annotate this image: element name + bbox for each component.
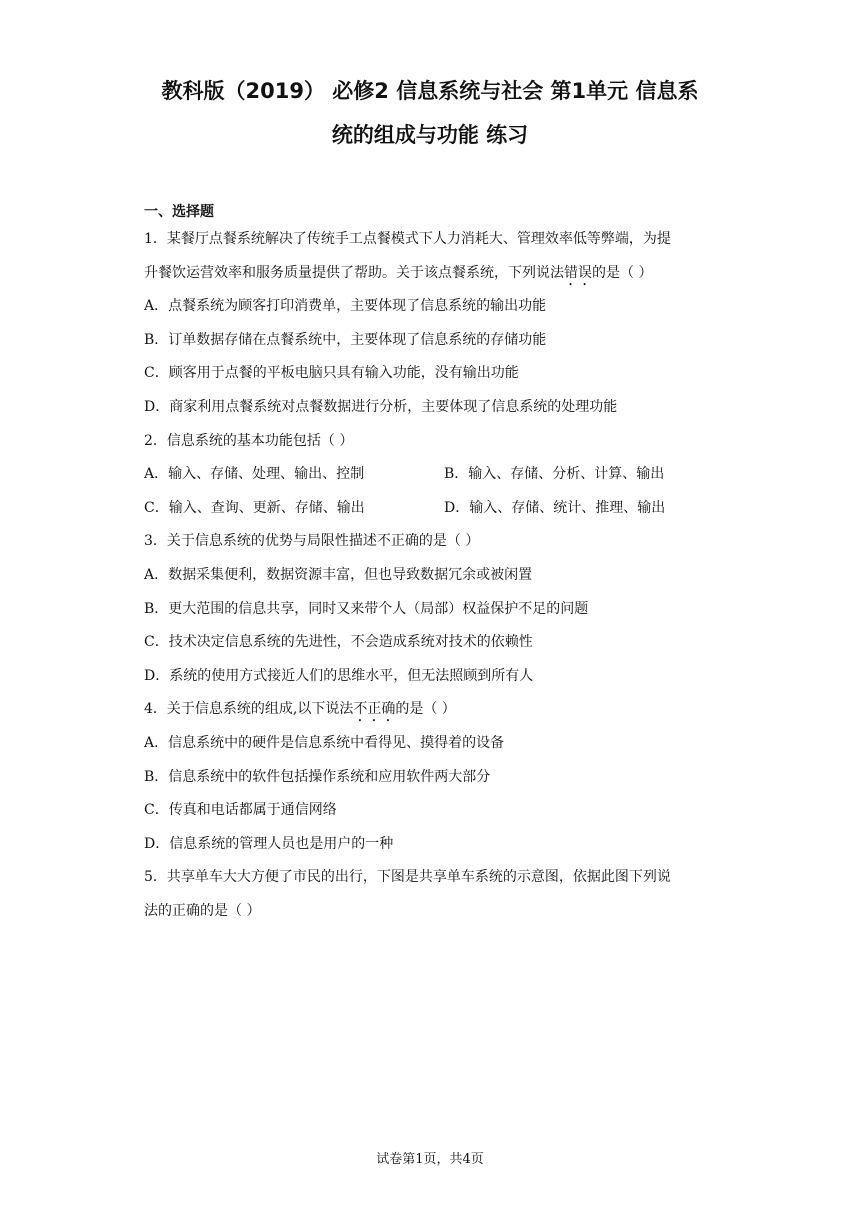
question-4-answer-blank: 的是（ ） [395,701,456,718]
question-1-option-d: D．商家利用点餐系统对点餐数据进行分析，主要体现了信息系统的处理功能 [144,398,618,415]
question-2-options-row-2 [144,492,724,526]
document-title-line-2: 统的组成与功能 练习 [331,123,529,147]
emphasis-mark: 不正确 [353,701,396,718]
question-1-answer-blank: 的是（ ） [592,264,653,281]
question-1-option-c: C．顾客用于点餐的平板电脑只具有输入功能，没有输出功能 [144,365,519,382]
page-footer: 试卷第1页，共4页 [376,1152,484,1167]
question-3-option-d: D．系统的使用方式接近人们的思维水平，但无法照顾到所有人 [144,667,534,684]
question-3-option-b: B．更大范围的信息共享，同时又来带个人（局部）权益保护不足的问题 [144,600,589,617]
question-1-stem-text: 升餐饮运营效率和服务质量提供了帮助。关于该点餐系统，下列说法 [144,264,564,281]
question-3-option-c: C．技术决定信息系统的先进性，不会造成系统对技术的依赖性 [144,634,533,651]
question-1-option-a: A．点餐系统为顾客打印消费单，主要体现了信息系统的输出功能 [144,298,547,315]
question-4-option-a: A．信息系统中的硬件是信息系统中看得见、摸得着的设备 [144,734,505,751]
question-2-option-c: C．输入、查询、更新、存储、输出 [144,499,365,516]
question-1-option-b: B．订单数据存储在点餐系统中，主要体现了信息系统的存储功能 [144,331,547,348]
emphasis-mark: 错误 [564,264,592,281]
question-5 [144,861,724,928]
question-2-option-b: B．输入、存储、分析、计算、输出 [444,466,665,483]
question-3 [144,525,724,693]
question-2-options-row-1 [144,458,724,492]
question-4 [144,693,724,861]
question-4-option-d: D．信息系统的管理人员也是用户的一种 [144,835,394,852]
question-4-option-c: C．传真和电话都属于通信网络 [144,802,337,819]
question-3-stem: 3．关于信息系统的优势与局限性描述不正确的是（ ） [144,533,480,550]
question-4-stem-text: 4．关于信息系统的组成,以下说法 [144,701,354,718]
question-4-option-b: B．信息系统中的软件包括操作系统和应用软件两大部分 [144,768,491,785]
question-1 [144,223,724,425]
question-5-stem-line-2: 法的正确的是（ ） [144,902,261,919]
question-1-stem-line-2 [144,257,724,291]
section-heading: 一、选择题 [144,204,214,220]
question-3-option-a: A．数据采集便利，数据资源丰富，但也导致数据冗余或被闲置 [144,566,533,583]
question-4-stem [144,693,724,727]
question-2-stem: 2．信息系统的基本功能包括（ ） [144,432,354,449]
question-2 [144,425,724,526]
question-1-stem-line-1: 1．某餐厅点餐系统解决了传统手工点餐模式下人力消耗大、管理效率低等弊端，为提 [144,231,671,247]
question-list [144,201,724,928]
question-2-option-d: D．输入、存储、统计、推理、输出 [444,499,666,516]
question-2-option-a: A．输入、存储、处理、输出、控制 [144,466,365,483]
document-title-line-1: 教科版（2019） 必修2 信息系统与社会 第1单元 信息系 [161,79,699,103]
question-5-stem-line-1: 5．共享单车大大方便了市民的出行，下图是共享单车系统的示意图，依据此图下列说 [144,869,671,886]
